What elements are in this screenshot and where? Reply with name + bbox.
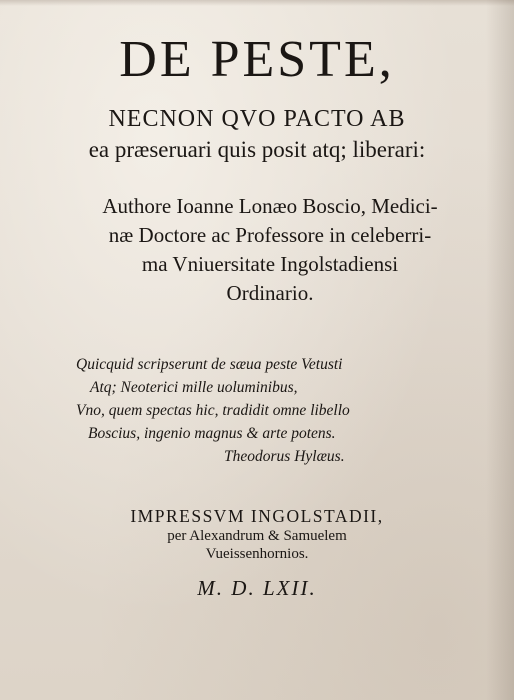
author-line: ma Vniuersitate Ingolstadiensi	[141, 252, 399, 276]
author-statement	[80, 192, 460, 308]
imprint-printers-name: Vueissenhornios.	[205, 546, 309, 562]
author-line: Authore Ioanne Lonæo Boscio, Medici-	[102, 194, 438, 218]
subtitle-line: ea præseruari quis posit atq; liberari:	[88, 137, 426, 162]
verse-signature: Theodorus Hylæus.	[224, 448, 345, 465]
verse-line: Boscius, ingenio magnus & arte potens.	[88, 425, 336, 442]
verse-line: Vno, quem spectas hic, tradidit omne libello	[76, 402, 350, 419]
page-edge-shadow	[0, 0, 514, 6]
imprint-printers: per Alexandrum & Samuelem	[167, 528, 347, 544]
book-title: DE PESTE,	[119, 31, 395, 88]
imprint-year: M. D. LXII.	[197, 576, 317, 600]
imprint-place: IMPRESSVM INGOLSTADII,	[130, 506, 384, 526]
author-line: Ordinario.	[226, 281, 314, 305]
author-line: næ Doctore ac Professore in celeberri-	[108, 223, 432, 247]
verse-line: Atq; Neoterici mille uoluminibus,	[90, 379, 298, 396]
verse-line: Quicquid scripserunt de sæua peste Vetusti	[76, 356, 343, 373]
subtitle-caps-line: NECNON QVO PACTO AB	[108, 106, 406, 132]
dedicatory-verse	[76, 353, 416, 468]
